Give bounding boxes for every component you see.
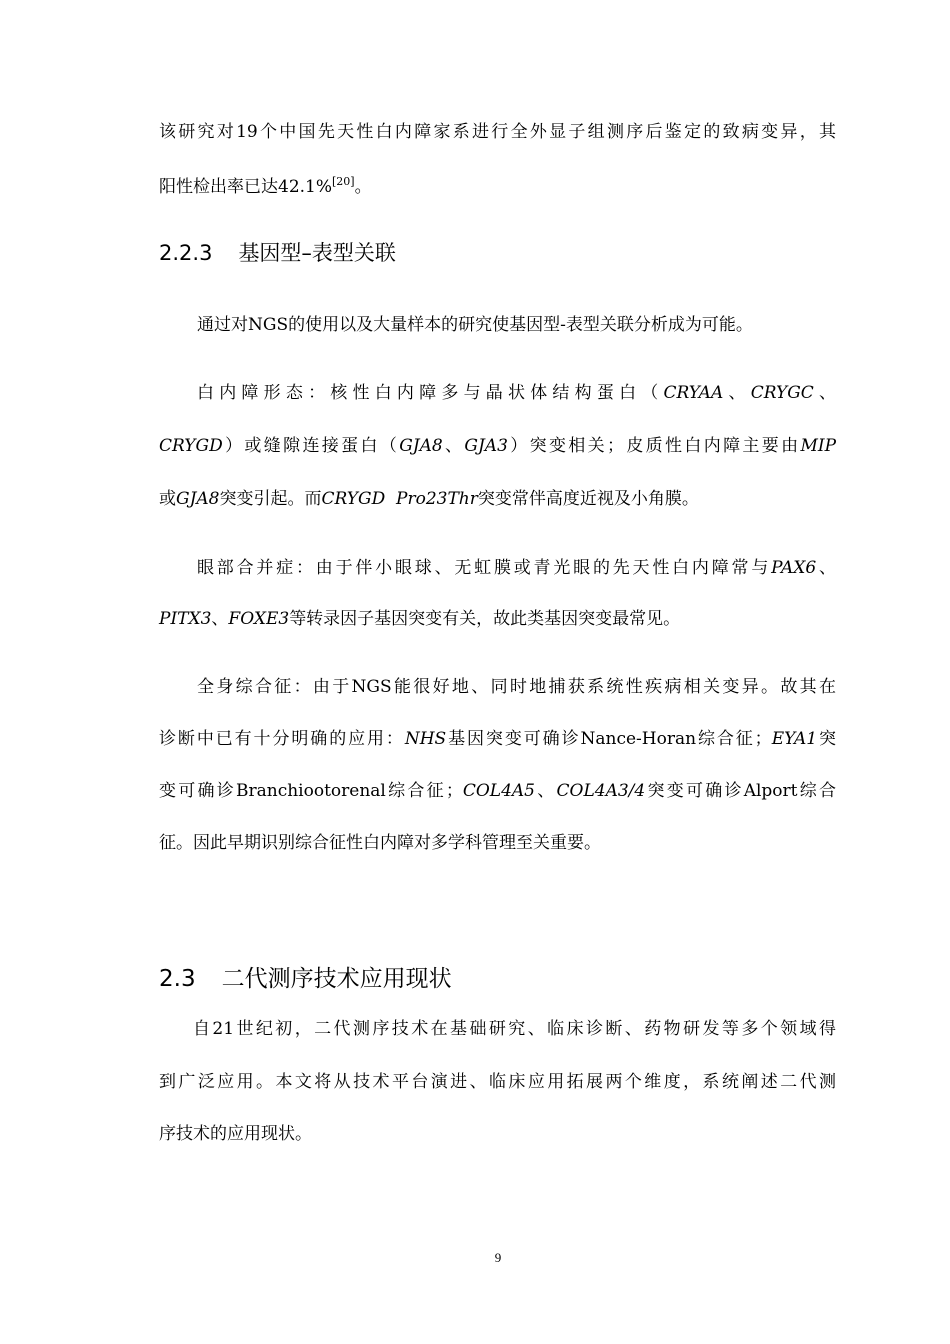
gene-name: NHS (404, 729, 447, 749)
gene-name: GJA3 (464, 436, 508, 456)
gene-name: PITX3 (159, 609, 212, 629)
gene-name: COL4A3/4 (556, 781, 646, 801)
gene-name: PAX6 (771, 558, 817, 578)
section-heading-2-3: 2.3 二代测序技术应用现状 (159, 966, 452, 992)
gene-name: EYA1 (771, 729, 818, 749)
gene-name: CRYGC (750, 383, 814, 403)
gene-name: COL4A5 (462, 781, 536, 801)
paragraph-line: 眼部合并症：由于伴小眼球、无虹膜或青光眼的先天性白内障常与PAX6、 (197, 558, 837, 578)
gene-name: GJA8 (176, 489, 220, 509)
page-number: 9 (494, 1250, 502, 1265)
gene-name: GJA8 (399, 436, 443, 456)
paragraph-line: 自21世纪初，二代测序技术在基础研究、临床诊断、药物研发等多个领域得 (193, 1019, 836, 1039)
paragraph-line: 阳性检出率已达42.1%[20]。 (159, 175, 372, 197)
paragraph-line: 征。因此早期识别综合征性白内障对多学科管理至关重要。 (159, 833, 601, 853)
gene-variant: CRYGD Pro23Thr (321, 489, 478, 509)
paragraph-line: 白内障形态：核性白内障多与晶状体结构蛋白（CRYAA、CRYGC、 (197, 383, 837, 403)
paragraph-line: 该研究对19个中国先天性白内障家系进行全外显子组测序后鉴定的致病变异，其 (159, 122, 836, 142)
gene-name: MIP (800, 436, 837, 456)
paragraph-line: CRYGD）或缝隙连接蛋白（GJA8、GJA3）突变相关；皮质性白内障主要由MIP (159, 436, 837, 456)
paragraph-line: 诊断中已有十分明确的应用：NHS基因突变可确诊Nance-Horan综合征；EYA1突 (159, 729, 837, 749)
gene-name: CRYGD (159, 436, 223, 456)
paragraph-line: 通过对NGS的使用以及大量样本的研究使基因型-表型关联分析成为可能。 (197, 315, 753, 335)
paragraph-line: 或GJA8突变引起。而CRYGD Pro23Thr突变常伴高度近视及小角膜。 (159, 489, 699, 509)
gene-name: FOXE3 (228, 609, 290, 629)
paragraph-line: 全身综合征：由于NGS能很好地、同时地捕获系统性疾病相关变异。故其在 (197, 677, 836, 697)
paragraph-line: 序技术的应用现状。 (159, 1124, 312, 1144)
paragraph-line: PITX3、FOXE3等转录因子基因突变有关，故此类基因突变最常见。 (159, 609, 681, 629)
paragraph-line: 到广泛应用。本文将从技术平台演进、临床应用拓展两个维度，系统阐述二代测 (159, 1072, 836, 1092)
section-heading-2-2-3: 2.2.3 基因型–表型关联 (159, 241, 396, 265)
paragraph-line: 变可确诊Branchiootorenal综合征；COL4A5、COL4A3/4突变可确诊Alport综合 (159, 781, 836, 801)
gene-name: CRYAA (663, 383, 724, 403)
citation-superscript: [20] (332, 175, 355, 188)
